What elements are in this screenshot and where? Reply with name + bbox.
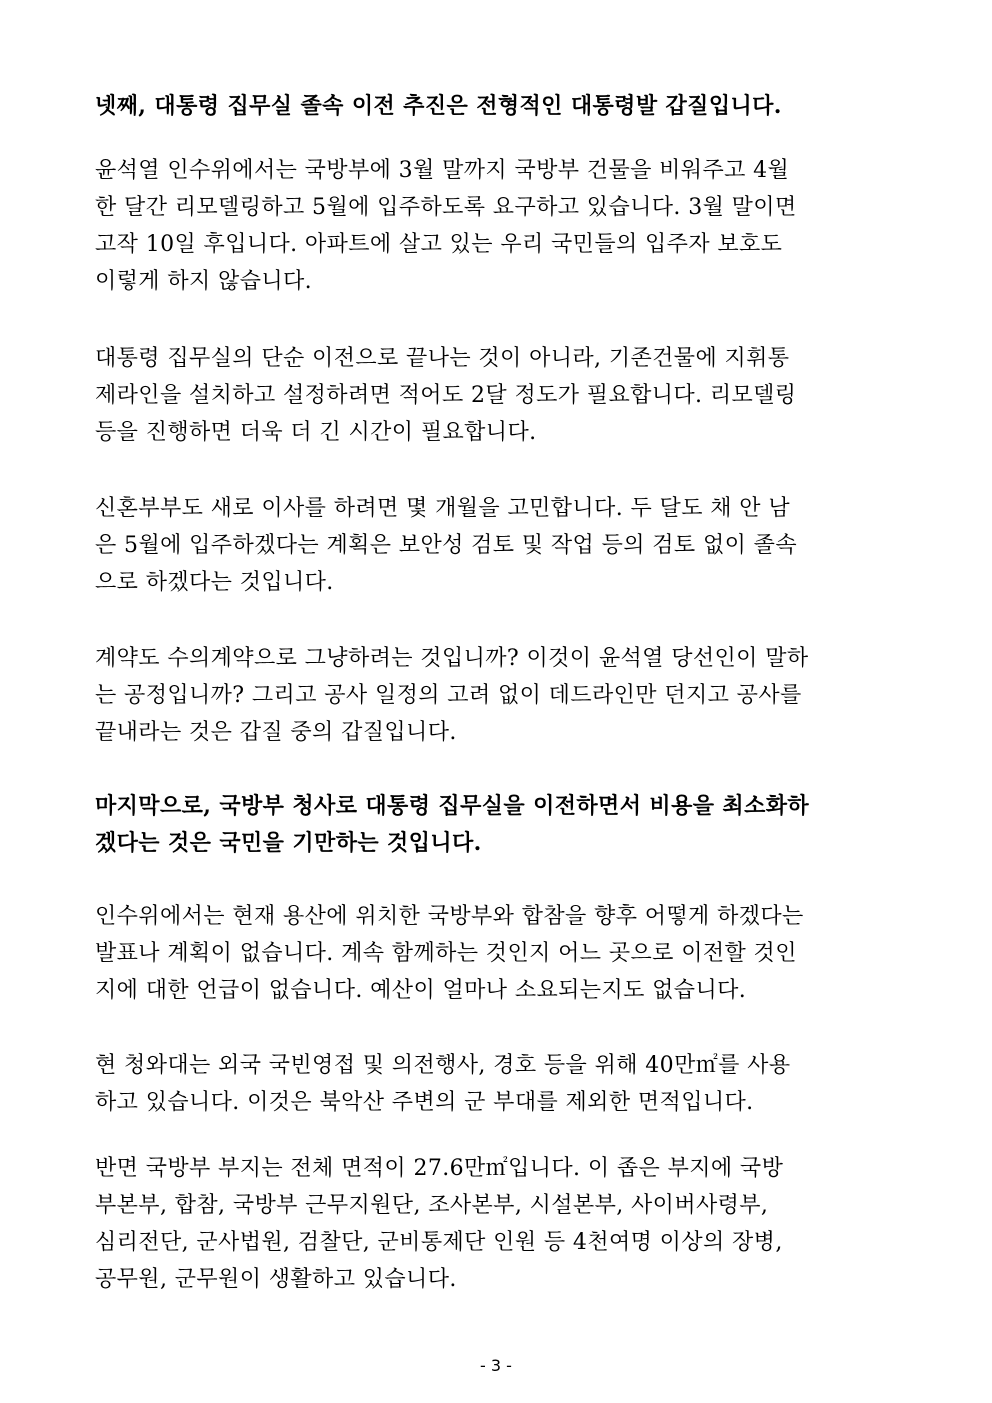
text-line: 넷째, 대통령 집무실 졸속 이전 추진은 전형적인 대통령발 갑질입니다. [95, 93, 782, 119]
text-line: 마지막으로, 국방부 청사로 대통령 집무실을 이전하면서 비용을 최소화하 [95, 793, 810, 819]
text-line: 는 공정입니까? 그리고 공사 일정의 고려 없이 데드라인만 던지고 공사를 [95, 683, 802, 708]
text-line: 심리전단, 군사법원, 검찰단, 군비통제단 인원 등 4천여명 이상의 장병, [95, 1230, 783, 1255]
text-line: 반면 국방부 부지는 전체 면적이 27.6만㎡입니다. 이 좁은 부지에 국방 [95, 1156, 784, 1181]
paragraph-command-line [95, 340, 898, 451]
text-line: 이렇게 하지 않습니다. [95, 269, 313, 294]
page-number: - 3 - [480, 1356, 512, 1375]
text-line: 신혼부부도 새로 이사를 하려면 몇 개월을 고민합니다. 두 달도 채 안 남 [95, 496, 790, 521]
section-heading-fourth [95, 88, 898, 125]
text-line: 윤석열 인수위에서는 국방부에 3월 말까지 국방부 건물을 비워주고 4월 [95, 158, 790, 183]
text-line: 대통령 집무실의 단순 이전으로 끝나는 것이 아니라, 기존건물에 지휘통 [95, 346, 790, 371]
text-line: 지에 대한 언급이 없습니다. 예산이 얼마나 소요되는지도 없습니다. [95, 978, 747, 1003]
paragraph-move-in-demand [95, 152, 898, 300]
text-line: 등을 진행하면 더욱 더 긴 시간이 필요합니다. [95, 420, 537, 445]
text-line: 공무원, 군무원이 생활하고 있습니다. [95, 1267, 457, 1292]
paragraph-contract [95, 640, 898, 751]
text-line: 한 달간 리모델링하고 5월에 입주하도록 요구하고 있습니다. 3월 말이면 [95, 195, 797, 220]
paragraph-ministry-site [95, 1150, 898, 1298]
paragraph-newlyweds [95, 490, 898, 601]
text-line: 끝내라는 것은 갑질 중의 갑질입니다. [95, 720, 457, 745]
text-line: 으로 하겠다는 것입니다. [95, 570, 334, 595]
text-line: 인수위에서는 현재 용산에 위치한 국방부와 합참을 향후 어떻게 하겠다는 [95, 904, 804, 929]
paragraph-no-plan [95, 898, 898, 1009]
text-line: 제라인을 설치하고 설정하려면 적어도 2달 정도가 필요합니다. 리모델링 [95, 383, 797, 408]
text-line: 겠다는 것은 국민을 기만하는 것입니다. [95, 830, 482, 856]
section-heading-last [95, 788, 898, 862]
text-line: 현 청와대는 외국 국빈영접 및 의전행사, 경호 등을 위해 40만㎡를 사용 [95, 1053, 791, 1078]
text-line: 고작 10일 후입니다. 아파트에 살고 있는 우리 국민들의 입주자 보호도 [95, 232, 783, 257]
text-line: 계약도 수의계약으로 그냥하려는 것입니까? 이것이 윤석열 당선인이 말하 [95, 646, 809, 671]
text-line: 발표나 계획이 없습니다. 계속 함께하는 것인지 어느 곳으로 이전할 것인 [95, 941, 797, 966]
paragraph-blue-house-area [95, 1047, 898, 1121]
text-line: 하고 있습니다. 이것은 북악산 주변의 군 부대를 제외한 면적입니다. [95, 1090, 754, 1115]
text-line: 은 5월에 입주하겠다는 계획은 보안성 검토 및 작업 등의 검토 없이 졸속 [95, 533, 797, 558]
text-line: 부본부, 합참, 국방부 근무지원단, 조사본부, 시설본부, 사이버사령부, [95, 1193, 769, 1218]
